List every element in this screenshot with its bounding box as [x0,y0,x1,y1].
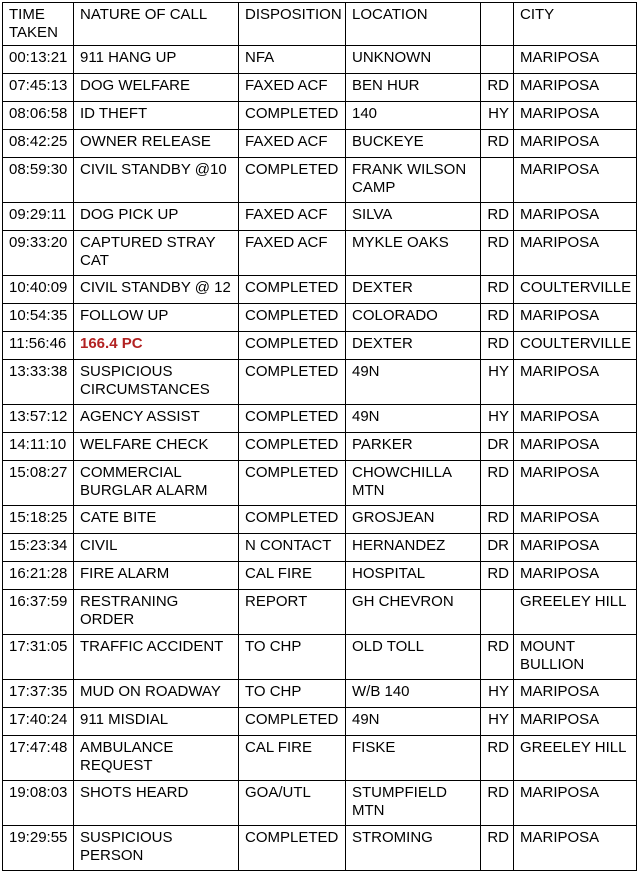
cell-location: STROMING [346,826,481,871]
table-row [3,304,637,332]
table-row [3,231,637,276]
cell-disposition: COMPLETED [239,304,346,332]
cell-nature: AMBULANCE REQUEST [74,736,239,781]
cell-location: 49N [346,708,481,736]
cell-suffix: RD [481,231,514,276]
cell-suffix: RD [481,304,514,332]
cell-disposition: REPORT [239,590,346,635]
cell-disposition: COMPLETED [239,826,346,871]
cell-time: 19:08:03 [3,781,74,826]
cell-city: MARIPOSA [514,562,637,590]
cell-city: MARIPOSA [514,708,637,736]
cell-disposition: CAL FIRE [239,736,346,781]
table-row [3,562,637,590]
header-city: CITY [514,3,637,46]
cell-disposition: COMPLETED [239,461,346,506]
cell-suffix [481,46,514,74]
cell-suffix: RD [481,276,514,304]
table-row [3,534,637,562]
cell-nature: 166.4 PC [74,332,239,360]
cell-location: PARKER [346,433,481,461]
cell-suffix: RD [481,203,514,231]
cell-nature: DOG WELFARE [74,74,239,102]
table-row [3,360,637,405]
cell-nature: CAPTURED STRAY CAT [74,231,239,276]
cell-suffix: RD [481,635,514,680]
cell-suffix: RD [481,130,514,158]
cell-nature: SUSPICIOUS PERSON [74,826,239,871]
cell-location: 140 [346,102,481,130]
cell-suffix: RD [481,736,514,781]
cell-disposition: FAXED ACF [239,74,346,102]
cell-nature: DOG PICK UP [74,203,239,231]
table-row [3,736,637,781]
table-row [3,826,637,871]
cell-city: COULTERVILLE [514,332,637,360]
cell-disposition: COMPLETED [239,433,346,461]
cell-location: FISKE [346,736,481,781]
cell-suffix: HY [481,405,514,433]
cell-location: UNKNOWN [346,46,481,74]
table-row [3,158,637,203]
cell-time: 15:23:34 [3,534,74,562]
header-time: TIME TAKEN [3,3,74,46]
cell-time: 14:11:10 [3,433,74,461]
cell-disposition: TO CHP [239,680,346,708]
cell-disposition: FAXED ACF [239,130,346,158]
cell-suffix: HY [481,708,514,736]
table-row [3,590,637,635]
cell-time: 19:29:55 [3,826,74,871]
cell-suffix: HY [481,680,514,708]
cell-time: 17:31:05 [3,635,74,680]
cell-suffix: HY [481,102,514,130]
cell-city: MARIPOSA [514,46,637,74]
cell-city: MARIPOSA [514,781,637,826]
table-row [3,680,637,708]
cell-disposition: COMPLETED [239,158,346,203]
cell-time: 13:57:12 [3,405,74,433]
cell-nature: 911 HANG UP [74,46,239,74]
table-row [3,781,637,826]
cell-time: 15:08:27 [3,461,74,506]
cell-location: GH CHEVRON [346,590,481,635]
cell-location: OLD TOLL [346,635,481,680]
cell-location: SILVA [346,203,481,231]
cell-nature: ID THEFT [74,102,239,130]
cell-suffix: RD [481,332,514,360]
cell-suffix [481,590,514,635]
cell-nature: CIVIL STANDBY @10 [74,158,239,203]
cell-city: MOUNT BULLION [514,635,637,680]
table-row [3,635,637,680]
table-row [3,332,637,360]
cell-suffix: RD [481,562,514,590]
header-disposition: DISPOSITION [239,3,346,46]
table-row [3,74,637,102]
cell-disposition: FAXED ACF [239,203,346,231]
cell-time: 09:29:11 [3,203,74,231]
cell-city: MARIPOSA [514,680,637,708]
cell-nature: TRAFFIC ACCIDENT [74,635,239,680]
cell-time: 07:45:13 [3,74,74,102]
call-log-table [2,2,637,871]
cell-time: 08:59:30 [3,158,74,203]
cell-disposition: TO CHP [239,635,346,680]
cell-suffix: RD [481,74,514,102]
cell-nature: FIRE ALARM [74,562,239,590]
cell-suffix: RD [481,461,514,506]
cell-time: 17:47:48 [3,736,74,781]
cell-disposition: GOA/UTL [239,781,346,826]
cell-location: BUCKEYE [346,130,481,158]
cell-location: 49N [346,360,481,405]
cell-city: MARIPOSA [514,360,637,405]
cell-location: DEXTER [346,276,481,304]
cell-disposition: COMPLETED [239,708,346,736]
cell-location: W/B 140 [346,680,481,708]
cell-suffix: HY [481,360,514,405]
cell-disposition: NFA [239,46,346,74]
cell-city: GREELEY HILL [514,590,637,635]
table-row [3,130,637,158]
cell-city: COULTERVILLE [514,276,637,304]
cell-time: 13:33:38 [3,360,74,405]
cell-disposition: COMPLETED [239,102,346,130]
cell-time: 16:21:28 [3,562,74,590]
cell-time: 17:40:24 [3,708,74,736]
cell-nature: MUD ON ROADWAY [74,680,239,708]
cell-time: 17:37:35 [3,680,74,708]
table-row [3,433,637,461]
cell-disposition: COMPLETED [239,276,346,304]
cell-time: 00:13:21 [3,46,74,74]
cell-time: 09:33:20 [3,231,74,276]
table-row [3,506,637,534]
header-suffix [481,3,514,46]
header-row [3,3,637,46]
cell-suffix: DR [481,534,514,562]
cell-city: MARIPOSA [514,74,637,102]
cell-time: 10:54:35 [3,304,74,332]
cell-city: MARIPOSA [514,158,637,203]
cell-nature: SUSPICIOUS CIRCUMSTANCES [74,360,239,405]
cell-city: MARIPOSA [514,405,637,433]
cell-suffix [481,158,514,203]
cell-location: FRANK WILSON CAMP [346,158,481,203]
table-row [3,461,637,506]
cell-nature: OWNER RELEASE [74,130,239,158]
cell-time: 11:56:46 [3,332,74,360]
cell-nature: AGENCY ASSIST [74,405,239,433]
table-row [3,203,637,231]
table-row [3,405,637,433]
cell-time: 08:42:25 [3,130,74,158]
cell-suffix: RD [481,826,514,871]
cell-city: MARIPOSA [514,130,637,158]
cell-disposition: COMPLETED [239,506,346,534]
cell-suffix: DR [481,433,514,461]
table-row [3,708,637,736]
cell-location: CHOWCHILLA MTN [346,461,481,506]
cell-nature: SHOTS HEARD [74,781,239,826]
table-row [3,276,637,304]
cell-location: HERNANDEZ [346,534,481,562]
cell-nature: 911 MISDIAL [74,708,239,736]
cell-nature: RESTRANING ORDER [74,590,239,635]
cell-time: 10:40:09 [3,276,74,304]
cell-suffix: RD [481,781,514,826]
cell-city: MARIPOSA [514,461,637,506]
cell-location: STUMPFIELD MTN [346,781,481,826]
cell-city: MARIPOSA [514,826,637,871]
cell-location: MYKLE OAKS [346,231,481,276]
cell-city: MARIPOSA [514,102,637,130]
cell-time: 16:37:59 [3,590,74,635]
cell-location: HOSPITAL [346,562,481,590]
cell-nature: FOLLOW UP [74,304,239,332]
cell-location: COLORADO [346,304,481,332]
cell-nature: COMMERCIAL BURGLAR ALARM [74,461,239,506]
cell-disposition: CAL FIRE [239,562,346,590]
cell-time: 15:18:25 [3,506,74,534]
cell-disposition: COMPLETED [239,332,346,360]
cell-city: MARIPOSA [514,304,637,332]
cell-location: BEN HUR [346,74,481,102]
cell-city: MARIPOSA [514,534,637,562]
table-row [3,102,637,130]
cell-city: MARIPOSA [514,506,637,534]
cell-disposition: FAXED ACF [239,231,346,276]
cell-disposition: COMPLETED [239,405,346,433]
header-nature: NATURE OF CALL [74,3,239,46]
cell-city: MARIPOSA [514,433,637,461]
cell-location: DEXTER [346,332,481,360]
cell-nature: WELFARE CHECK [74,433,239,461]
cell-city: MARIPOSA [514,203,637,231]
cell-suffix: RD [481,506,514,534]
header-location: LOCATION [346,3,481,46]
cell-disposition: COMPLETED [239,360,346,405]
cell-nature: CATE BITE [74,506,239,534]
cell-disposition: N CONTACT [239,534,346,562]
cell-city: MARIPOSA [514,231,637,276]
table-row [3,46,637,74]
cell-time: 08:06:58 [3,102,74,130]
cell-nature: CIVIL [74,534,239,562]
cell-location: 49N [346,405,481,433]
cell-nature: CIVIL STANDBY @ 12 [74,276,239,304]
cell-location: GROSJEAN [346,506,481,534]
cell-city: GREELEY HILL [514,736,637,781]
